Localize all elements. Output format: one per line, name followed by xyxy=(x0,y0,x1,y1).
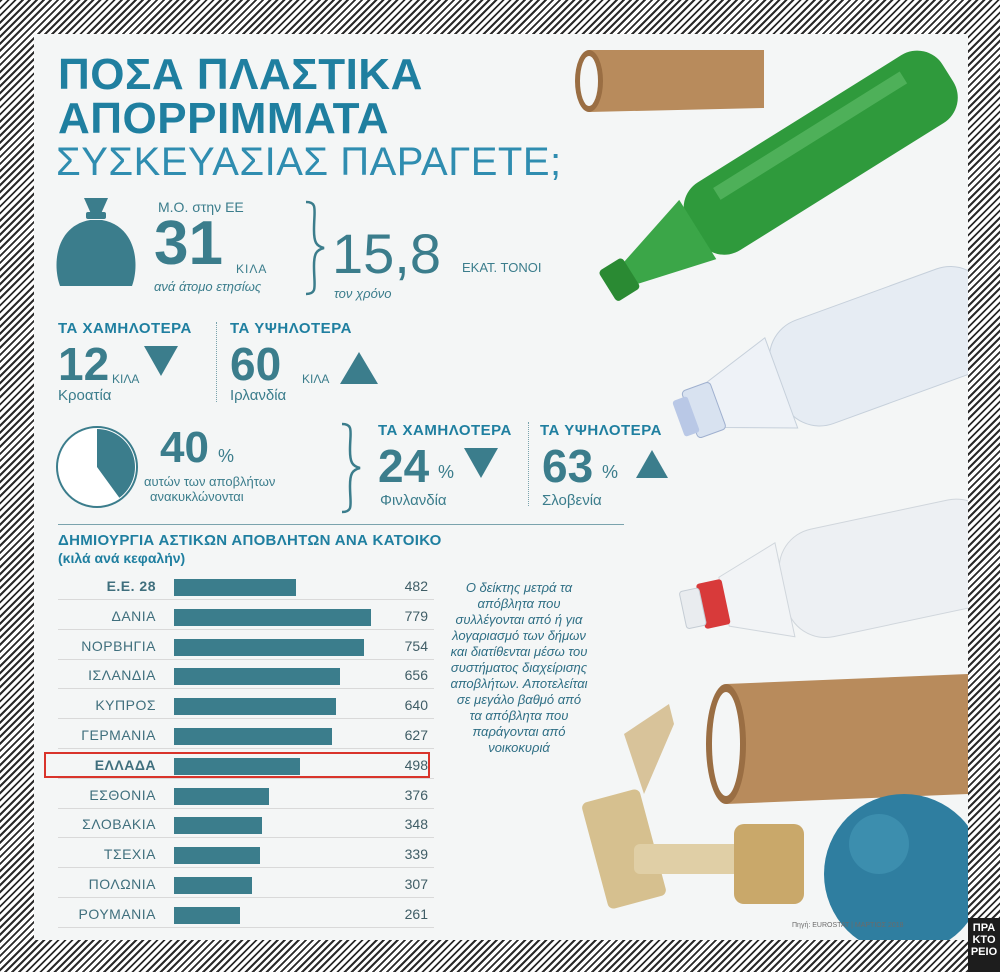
bar xyxy=(174,609,371,626)
eu-average-sub: ανά άτομο ετησίως xyxy=(154,279,262,294)
bar-value: 261 xyxy=(404,905,428,922)
infographic-panel xyxy=(34,34,968,940)
blue-ball-icon xyxy=(824,794,968,940)
row-divider xyxy=(58,629,434,630)
lowest-kg-country: Κροατία xyxy=(58,387,112,404)
logo-line: ΠΡΑ xyxy=(972,922,996,934)
recycle-sub-2: ανακυκλώνονται xyxy=(150,489,244,504)
bar-label: ΕΛΛΑΔΑ xyxy=(94,756,156,773)
bar-value: 307 xyxy=(404,876,428,892)
bar xyxy=(174,788,269,805)
eu-average-unit: ΚΙΛΑ xyxy=(236,262,268,276)
chart-note: Ο δείκτης μετρά τα απόβλητα που συλλέγονται από ή για λογαριασμό των δήμων και διατίθενται μέσω του συστήματος διαχείρισης αποβλήτων. Αποτελείται σε μεγάλο βαθμό από τα απόβλητα που παράγονται από νοικοκυριά xyxy=(450,580,588,755)
bar-label: ΣΛΟΒΑΚΙΑ xyxy=(82,816,156,833)
arrow-up-icon xyxy=(634,448,670,480)
bar-value: 339 xyxy=(404,846,428,863)
eu-total-value: 15,8 xyxy=(332,222,441,285)
lowest-pct-value: 24 xyxy=(378,440,430,492)
bar xyxy=(174,579,296,596)
highest-kg-country: Ιρλανδία xyxy=(230,387,287,404)
bar-label: ΕΣΘΟΝΙΑ xyxy=(89,786,156,803)
bar xyxy=(174,639,364,656)
source-credit: Πηγή: EUROSTAT | ΜΑΡΤΙΟΣ 2018 xyxy=(792,922,904,929)
title-line-3: ΣΥΣΚΕΥΑΣΙΑΣ ΠΑΡΑΓΕΤΕ; xyxy=(56,140,562,184)
bar-label: ΝΟΡΒΗΓΙΑ xyxy=(81,637,156,654)
highest-pct-head: ΤΑ ΥΨΗΛΟΤΕΡΑ xyxy=(540,422,662,439)
bar-value: 498 xyxy=(404,756,428,773)
lowest-pct-country: Φινλανδία xyxy=(380,492,447,509)
recycle-value: 40 xyxy=(160,423,209,472)
row-divider xyxy=(58,837,434,838)
chart-subtitle: (κιλά ανά κεφαλήν) xyxy=(58,550,186,566)
highest-kg-value: 60 xyxy=(230,338,282,390)
row-divider xyxy=(58,688,434,689)
bar xyxy=(174,877,252,894)
bar-label: ΚΥΠΡΟΣ xyxy=(95,697,156,714)
row-divider xyxy=(58,659,434,660)
row-divider xyxy=(58,599,434,600)
bar-label: Ε.Ε. 28 xyxy=(106,578,156,594)
row-divider xyxy=(58,808,434,809)
cardboard-tube-bottom-icon xyxy=(706,674,968,804)
lowest-pct-unit: % xyxy=(438,462,455,482)
eu-average-label: Μ.Ο. στην ΕΕ xyxy=(158,199,244,215)
lowest-pct-head: ΤΑ ΧΑΜΗΛΟΤΕΡΑ xyxy=(378,422,512,439)
bar-chart xyxy=(34,34,454,940)
highest-pct-unit: % xyxy=(602,462,619,482)
row-divider xyxy=(58,927,434,928)
recycle-sub-1: αυτών των αποβλήτων xyxy=(144,474,276,489)
title-line-1: ΠΟΣΑ ΠΛΑΣΤΙΚΑ xyxy=(58,50,423,99)
row-divider xyxy=(58,718,434,719)
row-divider xyxy=(58,748,434,749)
bar-label: ΠΟΛΩΝΙΑ xyxy=(88,876,156,892)
eu-average-value: 31 xyxy=(154,209,223,278)
bar-value: 779 xyxy=(404,607,428,624)
row-divider xyxy=(58,867,434,868)
row-divider xyxy=(58,897,434,898)
lowest-kg-unit: ΚΙΛΑ xyxy=(112,372,140,386)
logo-line: ΡΕΙΟ xyxy=(970,946,998,958)
highest-kg-head: ΤΑ ΥΨΗΛΟΤΕΡΑ xyxy=(230,320,352,337)
title-line-2: ΑΠΟΡΡΙΜΜΑΤΑ xyxy=(58,94,390,143)
eu-total-sub: τον χρόνο xyxy=(334,286,392,301)
arrow-down-icon xyxy=(462,446,500,480)
bar-value: 754 xyxy=(404,637,428,654)
bar xyxy=(174,728,332,745)
bar-value: 348 xyxy=(404,816,428,833)
chart-title: ΔΗΜΙΟΥΡΓΙΑ ΑΣΤΙΚΩΝ ΑΠΟΒΛΗΤΩΝ ΑΝΑ ΚΑΤΟΙΚΟ xyxy=(58,532,442,549)
red-cap-bottle-icon xyxy=(672,492,968,667)
bar-label: ΔΑΝΙΑ xyxy=(111,607,156,624)
lowest-kg-head: ΤΑ ΧΑΜΗΛΟΤΕΡΑ xyxy=(58,320,192,337)
logo-line: ΚΤΟ xyxy=(972,934,996,946)
eu-total-unit: ΕΚΑΤ. ΤΟΝΟΙ xyxy=(462,260,542,275)
divider xyxy=(528,422,529,506)
bar xyxy=(174,817,262,834)
bar xyxy=(174,698,336,715)
highlight-box xyxy=(44,752,430,778)
bar-value: 627 xyxy=(404,727,428,743)
highest-pct-value: 63 xyxy=(542,440,594,492)
bar xyxy=(174,907,240,924)
row-divider xyxy=(58,778,434,779)
bar-label: ΓΕΡΜΑΝΙΑ xyxy=(81,727,156,743)
bar-label: ΡΟΥΜΑΝΙΑ xyxy=(78,905,156,922)
bar-value: 640 xyxy=(404,697,428,714)
bar-value: 376 xyxy=(404,786,428,803)
bar-label: ΤΣΕΧΙΑ xyxy=(103,846,156,863)
bar xyxy=(174,668,340,685)
bar-value: 656 xyxy=(404,667,428,684)
lowest-kg-value: 12 xyxy=(58,338,110,390)
bar xyxy=(174,847,260,864)
highest-kg-unit: ΚΙΛΑ xyxy=(302,372,330,386)
publisher-logo xyxy=(968,918,1000,972)
recycle-pct: % xyxy=(218,446,235,466)
clear-bottle-icon xyxy=(660,255,968,473)
highest-pct-country: Σλοβενία xyxy=(542,492,602,509)
bar-value: 482 xyxy=(404,578,428,594)
cardboard-tube-top-icon xyxy=(575,50,764,112)
bar-label: ΙΣΛΑΝΔΙΑ xyxy=(88,667,156,684)
